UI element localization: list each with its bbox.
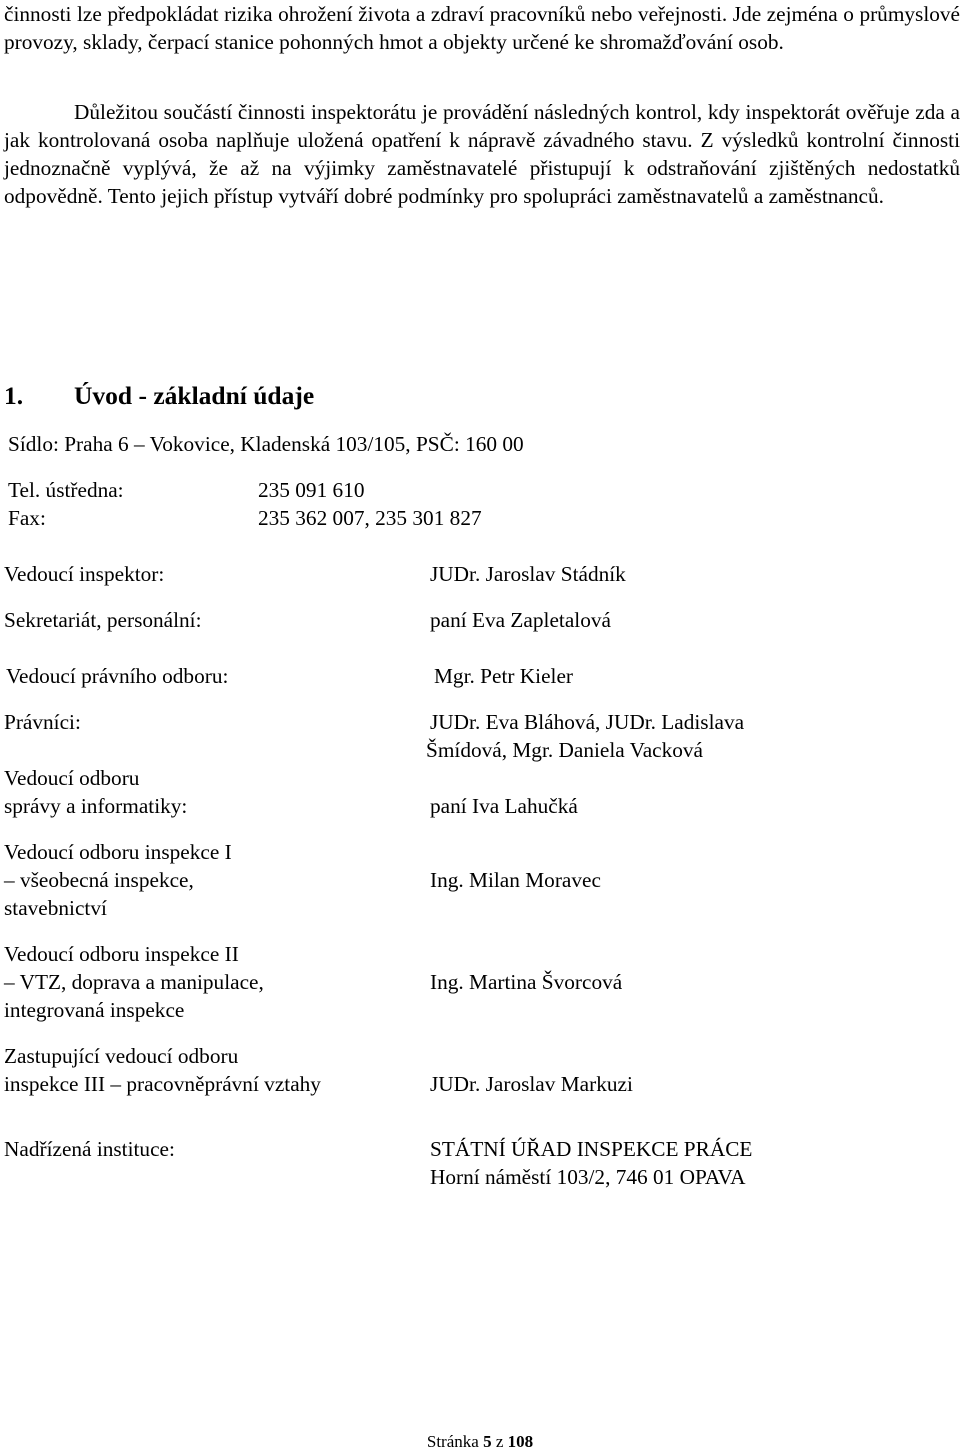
footer-prefix: Stránka: [426, 1432, 479, 1451]
section-title: Úvod - základní údaje: [74, 381, 315, 410]
staff-name-superior-institution: STÁTNÍ ÚŘAD INSPEKCE PRÁCE Horní náměstí 103/2, 746 01 OPAVA: [430, 1137, 753, 1189]
footer-page-total: 108: [507, 1432, 534, 1451]
staff-name-admin-it: paní Iva Lahučká: [430, 794, 578, 818]
staff-role-inspection-1: Vedoucí odboru inspekce I – všeobecná inspekce, stavebnictví: [4, 840, 232, 920]
fax-value: 235 362 007, 235 301 827: [258, 506, 482, 530]
staff-role-head-inspector: Vedoucí inspektor:: [4, 562, 165, 586]
staff-role-admin-it: Vedoucí odboru správy a informatiky:: [4, 766, 188, 818]
staff-role-superior-institution: Nadřízená instituce:: [4, 1137, 175, 1161]
staff-role-lawyers: Právníci:: [4, 710, 81, 734]
page-footer: [0, 1432, 960, 1452]
fax-label: Fax:: [8, 506, 46, 530]
staff-name-inspection-3: JUDr. Jaroslav Markuzi: [430, 1072, 633, 1096]
address-line: Sídlo: Praha 6 – Vokovice, Kladenská 103/105, PSČ: 160 00: [8, 432, 524, 456]
staff-name-secretariat: paní Eva Zapletalová: [430, 608, 611, 632]
staff-name-inspection-1: Ing. Milan Moravec: [430, 868, 601, 892]
section-number: 1.: [4, 381, 24, 410]
staff-role-inspection-2: Vedoucí odboru inspekce II – VTZ, doprava a manipulace, integrovaná inspekce: [4, 942, 264, 1022]
phone-label: Tel. ústředna:: [8, 478, 124, 502]
intro-continuation-paragraph: činnosti lze předpokládat rizika ohrožení života a zdraví pracovníků nebo veřejnosti. Jde zejména o průmyslové provozy, sklady, čerpací stanice pohonných hmot a objekty určené ke shromažďování osob.: [4, 2, 960, 54]
footer-page-number: 5: [483, 1432, 492, 1451]
phone-value: 235 091 610: [258, 478, 365, 502]
staff-name-lawyers: JUDr. Eva Bláhová, JUDr. Ladislava Šmídová, Mgr. Daniela Vacková: [426, 710, 745, 762]
staff-name-inspection-2: Ing. Martina Švorcová: [430, 970, 623, 994]
staff-name-head-inspector: JUDr. Jaroslav Stádník: [430, 562, 626, 586]
staff-name-legal-head: Mgr. Petr Kieler: [434, 664, 573, 688]
staff-role-secretariat: Sekretariát, personální:: [4, 608, 202, 632]
staff-role-inspection-3: Zastupující vedoucí odboru inspekce III – pracovněprávní vztahy: [4, 1044, 321, 1096]
intro-paragraph: [4, 98, 960, 210]
footer-of: z: [495, 1432, 504, 1451]
intro-paragraph-text: Důležitou součástí činnosti inspektorátu je provádění následných kontrol, kdy inspektorát ověřuje zda a jak kontrolovaná osoba naplňuje uložená opatření k nápravě závadného stavu. Z výsledků kontrolní činnosti jednoznačně vyplývá, že až na výjimky zaměstnavatelé přistupují k odstraňování zjištěných nedostatků odpovědně. Tento jejich přístup vytváří dobré podmínky pro spolupráci zaměstnavatelů a zaměstnanců.: [4, 100, 960, 208]
staff-role-legal-head: Vedoucí právního odboru:: [6, 664, 229, 688]
section-heading: [4, 376, 314, 416]
